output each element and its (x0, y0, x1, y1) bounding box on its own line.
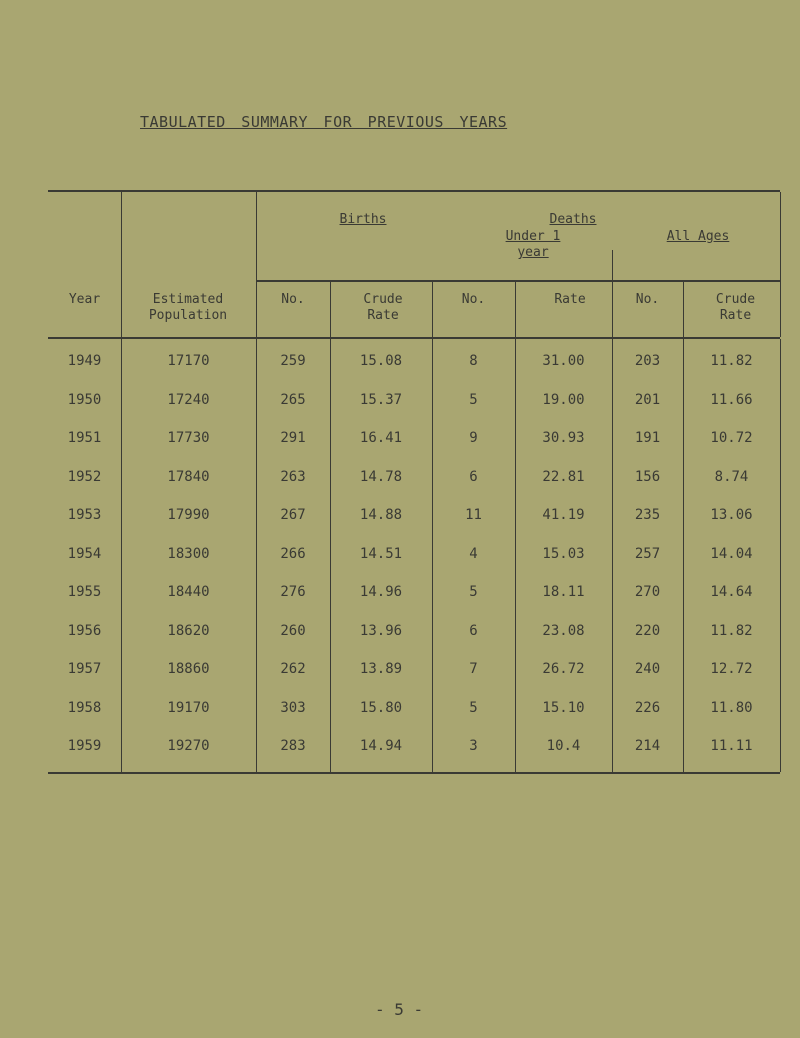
table-row (48, 623, 780, 643)
all-rate-cell: 14.04 (710, 545, 753, 562)
under1-no-cell: 3 (469, 738, 478, 754)
population-cell: 18620 (167, 622, 210, 639)
population-header: Estimated Population (148, 292, 228, 323)
table-header (48, 192, 780, 339)
table-body (48, 339, 780, 772)
all-ages-header: All Ages (666, 229, 730, 244)
births-no-cell: 303 (280, 699, 306, 716)
births-rate-cell: 16.41 (359, 430, 403, 446)
page-number: - 5 - (375, 1000, 424, 1019)
births-no-cell: 260 (280, 622, 306, 639)
table-row (48, 546, 780, 566)
births-rate-cell: 14.96 (359, 584, 403, 600)
under1-rate-cell: 15.03 (542, 545, 585, 562)
under1-rate-cell: 18.11 (542, 584, 585, 600)
all-no-cell: 156 (634, 468, 661, 485)
births-rate-cell: 14.94 (359, 738, 403, 754)
births-no-cell: 291 (280, 430, 306, 446)
year-cell: 1957 (67, 661, 102, 677)
year-header: Year (68, 292, 101, 307)
year-cell: 1953 (67, 507, 102, 523)
births-rate-cell: 15.80 (359, 699, 403, 716)
all-rate-cell: 11.66 (710, 391, 753, 408)
all-no-cell: 240 (634, 661, 661, 677)
under1-no-cell: 5 (469, 391, 478, 408)
under1-rate-cell: 26.72 (542, 661, 585, 677)
population-cell: 18860 (167, 661, 210, 677)
under1-rate-cell: 15.10 (542, 699, 585, 716)
page-title: TABULATED SUMMARY FOR PREVIOUS YEARS (140, 113, 508, 131)
population-cell: 19270 (167, 738, 210, 754)
population-cell: 17730 (167, 430, 210, 446)
under1-no-cell: 6 (469, 622, 478, 639)
all-rate-cell: 14.64 (710, 584, 753, 600)
under1-rate-cell: 31.00 (542, 353, 585, 369)
births-no-cell: 259 (280, 353, 306, 369)
year-cell: 1956 (67, 622, 102, 639)
births-rate-header: Crude Rate (363, 292, 403, 323)
under1-rate-cell: 23.08 (542, 622, 585, 639)
under1-no-cell: 6 (469, 468, 478, 485)
under1-header: Under 1 year (505, 229, 561, 260)
births-no-cell: 266 (280, 545, 306, 562)
births-rate-cell: 14.88 (359, 507, 403, 523)
under1-no-cell: 4 (469, 545, 478, 562)
all-no-cell: 270 (634, 584, 661, 600)
under1-no-cell: 11 (465, 507, 482, 523)
population-cell: 17990 (167, 507, 210, 523)
births-rate-cell: 14.51 (359, 545, 403, 562)
births-rate-cell: 15.08 (359, 353, 403, 369)
all-no-header: No. (635, 292, 660, 307)
under1-rate-cell: 10.4 (546, 738, 581, 754)
all-no-cell: 191 (634, 430, 661, 446)
births-header: Births (339, 212, 387, 227)
table-row (48, 584, 780, 604)
table-row (48, 392, 780, 412)
population-cell: 18440 (167, 584, 210, 600)
year-cell: 1954 (67, 545, 102, 562)
under1-rate-header: Rate (554, 292, 586, 307)
births-no-cell: 263 (280, 468, 306, 485)
all-rate-cell: 8.74 (714, 468, 749, 485)
births-rate-cell: 13.89 (359, 661, 403, 677)
population-cell: 18300 (167, 545, 210, 562)
table-row (48, 738, 780, 758)
table-row (48, 353, 780, 373)
table-row (48, 661, 780, 681)
year-cell: 1959 (67, 738, 102, 754)
table-row (48, 430, 780, 450)
all-no-cell: 214 (634, 738, 661, 754)
all-rate-cell: 11.11 (710, 738, 753, 754)
under1-rate-cell: 30.93 (542, 430, 585, 446)
all-no-cell: 203 (634, 353, 661, 369)
table-row (48, 700, 780, 720)
table-row (48, 469, 780, 489)
all-rate-cell: 11.82 (710, 353, 753, 369)
population-cell: 17840 (167, 468, 210, 485)
births-no-cell: 276 (280, 584, 306, 600)
all-no-cell: 201 (634, 391, 661, 408)
births-no-cell: 267 (280, 507, 306, 523)
births-rate-cell: 14.78 (359, 468, 403, 485)
births-no-cell: 262 (280, 661, 306, 677)
all-no-cell: 235 (634, 507, 661, 523)
under1-no-cell: 8 (469, 353, 478, 369)
year-cell: 1950 (67, 391, 102, 408)
under1-no-cell: 5 (469, 699, 478, 716)
all-rate-cell: 13.06 (710, 507, 753, 523)
under1-no-cell: 9 (469, 430, 478, 446)
births-no-cell: 283 (280, 738, 306, 754)
under1-rate-cell: 19.00 (542, 391, 585, 408)
year-cell: 1952 (67, 468, 102, 485)
year-cell: 1951 (67, 430, 102, 446)
all-no-cell: 220 (634, 622, 661, 639)
summary-table (48, 190, 780, 774)
deaths-header: Deaths (549, 212, 597, 227)
under1-rate-cell: 22.81 (542, 468, 585, 485)
all-rate-cell: 10.72 (710, 430, 753, 446)
births-no-cell: 265 (280, 391, 306, 408)
all-rate-cell: 11.80 (710, 699, 753, 716)
year-cell: 1949 (67, 353, 102, 369)
year-cell: 1955 (67, 584, 102, 600)
births-rate-cell: 13.96 (359, 622, 403, 639)
all-rate-cell: 12.72 (710, 661, 753, 677)
under1-no-header: No. (461, 292, 486, 307)
population-cell: 19170 (167, 699, 210, 716)
year-cell: 1958 (67, 699, 102, 716)
under1-no-cell: 5 (469, 584, 478, 600)
population-cell: 17170 (167, 353, 210, 369)
births-no-header: No. (281, 292, 305, 307)
all-rate-header: Crude Rate (715, 292, 756, 323)
all-rate-cell: 11.82 (710, 622, 753, 639)
under1-rate-cell: 41.19 (542, 507, 585, 523)
under1-no-cell: 7 (469, 661, 478, 677)
all-no-cell: 226 (634, 699, 661, 716)
births-rate-cell: 15.37 (359, 391, 403, 408)
table-row (48, 507, 780, 527)
all-no-cell: 257 (634, 545, 661, 562)
population-cell: 17240 (167, 391, 210, 408)
